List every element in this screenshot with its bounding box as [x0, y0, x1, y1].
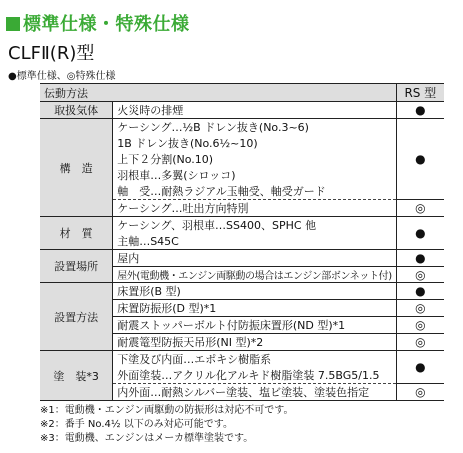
- location-indoor-mark: ●: [396, 250, 444, 267]
- structure-std-mark: ●: [396, 119, 444, 200]
- structure-line: 羽根車…多翼(シロッコ): [113, 167, 397, 183]
- material-line: ケーシング、羽根車…SS400、SPHC 他: [113, 217, 397, 234]
- material-mark: ●: [396, 217, 444, 250]
- header-method: 伝動方法: [40, 84, 396, 102]
- install-mark: ◎: [396, 334, 444, 351]
- location-outdoor-mark: ◎: [396, 267, 444, 283]
- table-row: [40, 283, 444, 300]
- row-label-install: 設置方法: [40, 283, 113, 351]
- footnote: ※1：電動機・エンジン両駆動の防振形は対応不可です。: [40, 405, 294, 416]
- structure-line: 軸 受…耐熱ラジアル玉軸受、軸受ガード: [113, 183, 397, 200]
- table-header-row: [40, 84, 444, 102]
- header-type: RS 型: [396, 84, 444, 102]
- footnote: ※3：電動機、エンジンはメーカ標準塗装です。: [40, 433, 254, 444]
- paint-std-mark: ●: [396, 351, 444, 384]
- paint-special: 内外面…耐熱シルバー塗装、塩ビ塗装、塗装色指定: [113, 384, 397, 401]
- structure-special: ケーシング…吐出方向特別: [113, 200, 397, 217]
- install-option: 耐震ストッパーボルト付防振床置形(ND 型)*1: [113, 317, 397, 334]
- install-mark: ●: [396, 283, 444, 300]
- paint-special-mark: ◎: [396, 384, 444, 401]
- table-row: [40, 102, 444, 119]
- install-mark: ◎: [396, 300, 444, 317]
- spec-table: [40, 83, 444, 401]
- model-name: CLFⅡ(R)型: [8, 43, 95, 64]
- paint-line: 外面塗装…アクリル化アルキド樹脂塗装 7.5BG5/1.5: [113, 367, 397, 384]
- row-label-paint: 塗 装*3: [40, 351, 113, 401]
- row-label-structure: 構 造: [40, 119, 113, 217]
- row-label-material: 材 質: [40, 217, 113, 250]
- structure-special-mark: ◎: [396, 200, 444, 217]
- structure-line: ケーシング…½B ドレン抜き(No.3~6): [113, 119, 397, 136]
- table-row: [40, 119, 444, 136]
- material-line: 主軸…S45C: [113, 233, 397, 250]
- gas-mark: ●: [396, 102, 444, 119]
- install-option: 床置形(B 型): [113, 283, 397, 300]
- table-row: [40, 351, 444, 368]
- section-title-text: 標準仕様・特殊仕様: [23, 14, 190, 35]
- table-row: [40, 217, 444, 234]
- structure-line: 1B ドレン抜き(No.6½~10): [113, 135, 397, 151]
- paint-line: 下塗及び内面…エポキシ樹脂系: [113, 351, 397, 368]
- table-row: [40, 250, 444, 267]
- install-option: 耐震篭型防振天吊形(NI 型)*2: [113, 334, 397, 351]
- install-option: 床置防振形(D 型)*1: [113, 300, 397, 317]
- structure-line: 上下２分割(No.10): [113, 151, 397, 167]
- legend-text: ●標準仕様、◎特殊仕様: [8, 71, 116, 82]
- title-square-icon: [6, 17, 20, 31]
- row-label-gas: 取扱気体: [40, 102, 113, 119]
- location-indoor: 屋内: [113, 250, 397, 267]
- location-outdoor: 屋外(電動機・エンジン両駆動の場合はエンジン部ボンネット付): [113, 267, 397, 283]
- footnotes: [40, 404, 293, 446]
- footnote: ※2：番手 No.4½ 以下のみ対応可能です。: [40, 419, 233, 430]
- gas-desc: 火災時の排煙: [113, 102, 397, 119]
- row-label-location: 設置場所: [40, 250, 113, 283]
- install-mark: ◎: [396, 317, 444, 334]
- section-title: [6, 10, 190, 36]
